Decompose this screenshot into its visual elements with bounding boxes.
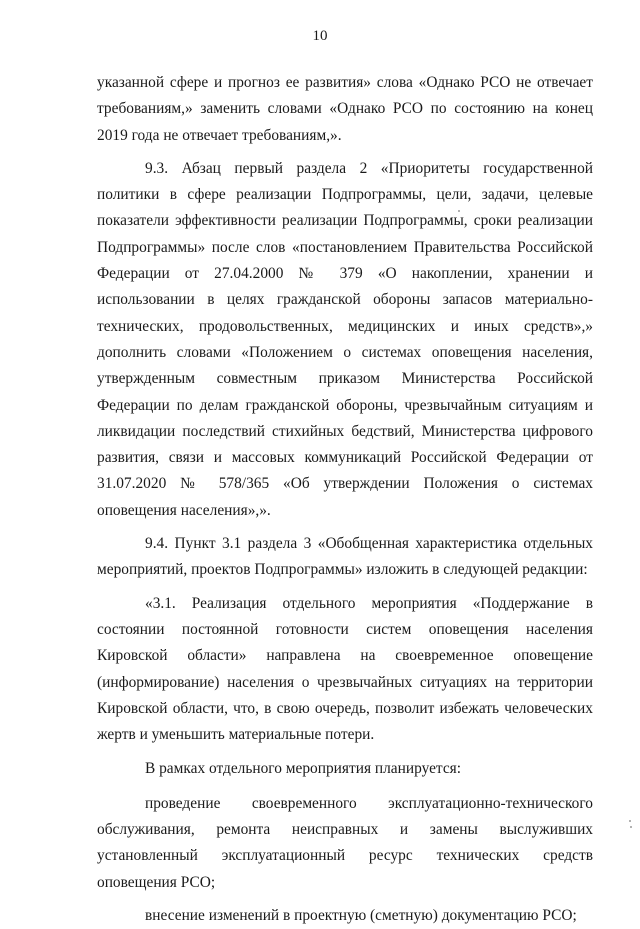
paragraph-9-3: 9.3. Абзац первый раздела 2 «Приоритеты государственной политики в сфере реализации Подпрограммы, цели, задачи, целевые показатели эффективности реализации Подпрограммы, сроки реализации Подпрограммы» после слов «постановлением Правительства Российской Федерации от 27.04.2000 № 379 «О накоплении, хранении и использовании в целях гражданской обороны запасов материально-технических, продовольственных, медицинских и иных средств»,» дополнить словами «Положением о системах оповещения населения, утвержденным совместным приказом Министерства Российской Федерации по делам гражданской обороны, чрезвычайным ситуациям и ликвидации последствий стихийных бедствий, Министерства цифрового развития, связи и массовых коммуникаций Российской Федерации от 31.07.2020 № 578/365 «Об утверждении Положения о системах оповещения населения»,». [97, 159, 593, 519]
paragraph-3-1: «3.1. Реализация отдельного мероприятия «Поддержание в состоянии постоянной готовности систем оповещения населения Кировской области» направлена на своевременное оповещение (информирование) населения о чрезвычайных ситуациях на территории Кировской области, что, в свою очередь, позволит избежать человеческих жертв и уменьшить материальные потери. [97, 594, 593, 744]
paragraph-continuation: указанной сфере и прогноз ее развития» слова «Однако РСО не отвечает требованиям,» заменить словами «Однако РСО по состоянию на конец 2019 года не отвечает требованиям,». [97, 74, 593, 144]
scan-speck [629, 820, 631, 822]
page-number: 10 [312, 28, 328, 44]
paragraph-planned: В рамках отдельного мероприятия планируется: [145, 760, 462, 778]
scan-speck [630, 826, 632, 828]
document-body [97, 70, 593, 929]
scan-speck [458, 210, 460, 212]
paragraph-design-docs: внесение изменений в проектную (сметную) документацию РСО; [145, 906, 577, 924]
paragraph-9-4: 9.4. Пункт 3.1 раздела 3 «Обобщенная характеристика отдельных мероприятий, проектов Подпрограммы» изложить в следующей редакции: [97, 535, 593, 579]
paragraph-maintenance: проведение своевременного эксплуатационно-технического обслуживания, ремонта неисправных и замены выслуживших установленный эксплуатационный ресурс технических средств оповещения РСО; [97, 794, 593, 891]
